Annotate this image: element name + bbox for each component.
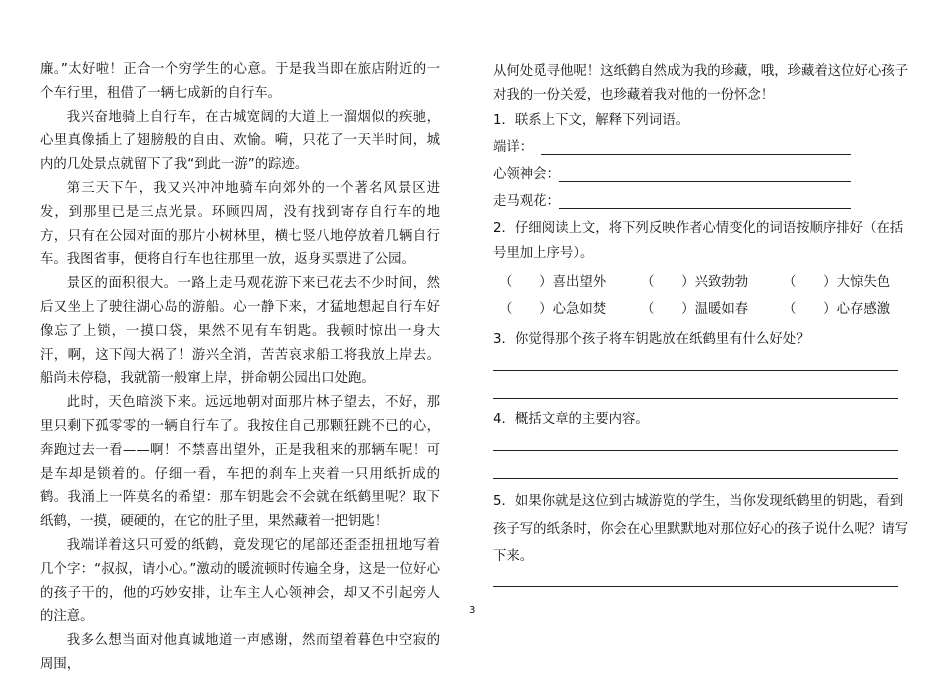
q2-option-2-word: 兴致勃勃 [694,275,749,290]
passage-continuation-line-2: 对我的一份关爱，也珍藏着我对他的一份怀念！ [493,88,775,103]
q2-option-6-blank[interactable]: （ ） [783,302,837,317]
question-2-line-1: 2．仔细阅读上文，将下列反映作者心情变化的词语按顺序排好（在括 [493,221,904,236]
q4-answer-line-1[interactable] [493,450,898,451]
question-3-title: 3．你觉得那个孩子将车钥匙放在纸鹤里有什么好处？ [493,332,810,347]
q2-option-5-word: 温暖如春 [694,302,749,317]
passage-paragraph-1: 廉。”太好啦！正合一个穷学生的心意。于是我当即在旅店附近的一个车行里，租借了一辆七成新的自行车。 [40,62,440,101]
q2-option-3-blank[interactable]: （ ） [783,275,837,290]
q2-option-6[interactable] [783,300,890,320]
q2-option-4-blank[interactable]: （ ） [499,302,553,317]
q3-answer-line-1[interactable] [493,370,898,371]
q2-option-5-blank[interactable]: （ ） [641,302,695,317]
passage-paragraph-3: 第三天下午，我又兴冲冲地骑车向郊外的一个著名风景区进发，到那里已是三点光景。环顾四周，没有找到寄存自行车的地方，只有在公园对面的那片小树林里，横七竖八地停放着几辆自行车。我图省事，便将自行车也往那里一放，返身买票进了公园。 [40,180,440,268]
question-2-line-2: 号里加上序号）。 [493,246,594,261]
q2-option-5[interactable] [641,300,748,320]
question-5-line-3: 下来。 [493,549,534,564]
q5-answer-line-1[interactable] [493,586,898,587]
page-number: 3 [469,605,476,616]
passage-paragraph-5: 此时，天色暗淡下来。远远地朝对面那片林子望去，不好，那里只剩下孤零零的一辆自行车了。我按住自己那颗狂跳不已的心，奔跑过去一看——啊！不禁喜出望外，正是我租来的那辆车呢！可是车却是锁着的。仔细一看，车把的刹车上夹着一只用纸折成的鹤。我涌上一阵莫名的希望：那车钥匙会不会就在纸鹤里呢？取下纸鹤，一摸，硬硬的，在它的肚子里，果然藏着一把钥匙！ [40,395,440,530]
q1-label-zoumaguanhua: 走马观花： [493,194,560,209]
q2-option-4[interactable] [499,300,606,320]
q2-option-4-word: 心急如焚 [552,302,607,317]
q3-answer-line-2[interactable] [493,398,898,399]
q2-option-1-word: 喜出望外 [552,275,607,290]
q1-answer-line-duanxiang[interactable] [541,154,851,155]
q1-label-xinlingshenhui: 心领神会： [493,167,560,182]
question-4-title: 4．概括文章的主要内容。 [493,412,649,427]
passage-paragraph-7: 我多么想当面对他真诚地道一声感谢，然而望着暮色中空寂的周围， [40,633,440,672]
passage-paragraph-6: 我端详着这只可爱的纸鹤，竟发现它的尾部还歪歪扭扭地写着几个字：“叔叔，请小心。”激动的暖流顿时传遍全身，这是一位好心的孩子干的，他的巧妙安排，让车主人心领神会，却又不引起旁人的注意。 [40,537,440,625]
passage-continuation-line-1: 从何处觅寻他呢！这纸鹤自然成为我的珍藏，哦，珍藏着这位好心孩子 [493,64,909,79]
q2-option-1-blank[interactable]: （ ） [499,275,553,290]
passage-paragraph-4: 景区的面积很大。一路上走马观花游下来已花去不少时间，然后又坐上了驶往湖心岛的游船。心一静下来，才猛地想起自行车好像忘了上锁，一摸口袋，果然不见有车钥匙。我顿时惊出一身大汗，啊，这下闯大祸了！游兴全消，苦苦哀求船工将我放上岸去。船尚未停稳，我就箭一般窜上岸，拼命朝公园出口处跑。 [40,276,440,387]
q1-answer-line-xinlingshenhui[interactable] [559,181,851,182]
passage-paragraph-2: 我兴奋地骑上自行车，在古城宽阔的大道上一溜烟似的疾驰，心里真像插上了翅膀般的自由、欢愉。嗬，只花了一天半时间，城内的几处景点就留下了我“到此一游”的踪迹。 [40,109,440,173]
q2-option-6-word: 心存感激 [836,302,891,317]
q4-answer-line-2[interactable] [493,478,898,479]
reading-passage [40,58,440,677]
question-5-line-1: 5．如果你就是这位到古城游览的学生，当你发现纸鹤里的钥匙，看到 [493,494,904,509]
q1-label-duanxiang: 端详： [493,140,534,155]
q2-option-1[interactable] [499,273,606,293]
q2-option-3-word: 大惊失色 [836,275,891,290]
q2-option-2[interactable] [641,273,748,293]
q2-option-3[interactable] [783,273,890,293]
q1-answer-line-zoumaguanhua[interactable] [559,208,851,209]
question-5-line-2: 孩子写的纸条时，你会在心里默默地对那位好心的孩子说什么呢？请写 [493,522,909,537]
q2-option-2-blank[interactable]: （ ） [641,275,695,290]
question-1-title: 1．联系上下文，解释下列词语。 [493,113,689,128]
